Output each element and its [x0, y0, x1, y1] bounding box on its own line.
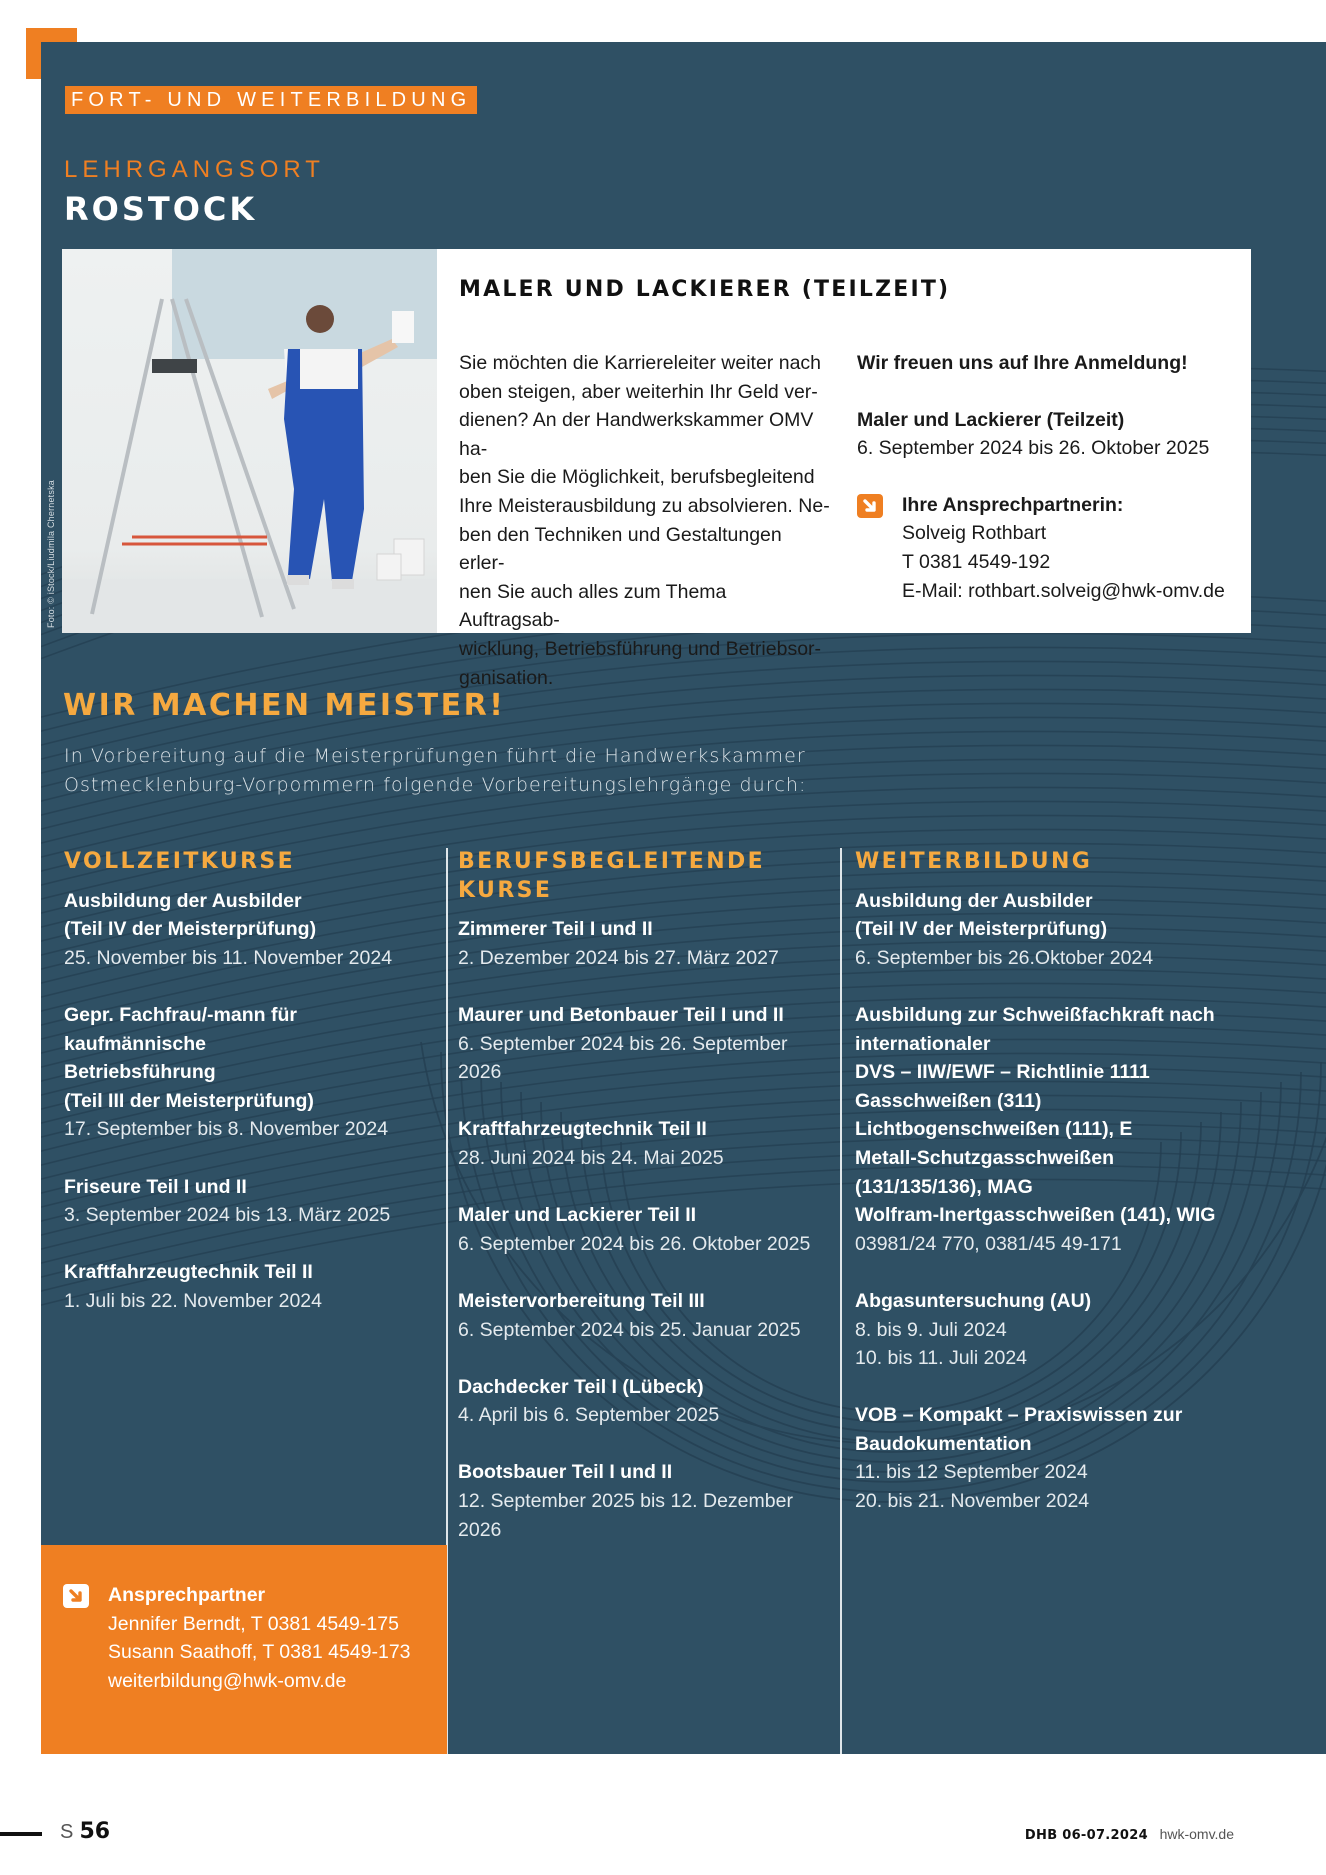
course-title: Ausbildung zur Schweißfachkraft nach: [855, 1003, 1215, 1026]
course-entry: [458, 1115, 828, 1172]
painter-illustration: [62, 249, 437, 633]
course-title: (Teil IV der Meisterprüfung): [64, 918, 317, 941]
course-entry: [458, 1201, 828, 1258]
registration-cta: Wir freuen uns auf Ihre Anmeldung!: [857, 352, 1188, 374]
contact-line[interactable]: Jennifer Berndt, T 0381 4549-175: [108, 1612, 399, 1635]
column-heading: VOLLZEITKURSE: [64, 849, 296, 874]
footer-url[interactable]: hwk-omv.de: [1159, 1826, 1234, 1842]
course-dates: 12. September 2025 bis 12. Dezember: [458, 1490, 793, 1513]
course-entry: [458, 1287, 828, 1344]
course-dates: 2026: [458, 1061, 502, 1084]
course-title: Gepr. Fachfrau/-mann für kaufmännische: [64, 1003, 297, 1055]
body-line: Sie möchten die Karriereleiter weiter nach: [459, 352, 822, 374]
course-title: Ausbildung der Ausbilder: [855, 889, 1093, 912]
course-dates: 1. Juli bis 22. November 2024: [64, 1289, 322, 1312]
contact-email[interactable]: weiterbildung@hwk-omv.de: [108, 1669, 347, 1692]
course-title: Friseure Teil I und II: [64, 1175, 247, 1198]
page-prefix: S: [60, 1821, 74, 1843]
contact-name: Solveig Rothbart: [902, 522, 1047, 545]
footer-issue: [1025, 1826, 1234, 1843]
course-title: Gasschweißen (311): [855, 1089, 1042, 1112]
course-dates: 3. September 2024 bis 13. März 2025: [64, 1204, 391, 1227]
feature-body: [459, 349, 831, 692]
body-line: wicklung, Betriebsführung und Betriebsor-: [459, 637, 822, 660]
course-title: Maler und Lackierer Teil II: [458, 1204, 697, 1227]
column-heading-line: BERUFSBEGLEITENDE: [458, 849, 766, 874]
course-phone: 03981/24 770, 0381/45 49-171: [855, 1232, 1122, 1255]
course-dates: 8. bis 9. Juli 2024: [855, 1318, 1007, 1341]
course-entry: [855, 1401, 1255, 1515]
course-title: Wolfram-Inertgasschweißen (141), WIG: [855, 1204, 1216, 1227]
contact-panel-heading: Ansprechpartner: [108, 1584, 266, 1606]
page-number-value: 56: [79, 1819, 111, 1844]
course-entry: [64, 1258, 444, 1315]
body-line: Ihre Meisterausbildung zu absolvieren. Ne-: [459, 494, 830, 517]
course-title: Betriebsführung: [64, 1061, 216, 1084]
body-line: ben Sie die Möglichkeit, berufsbegleitend: [459, 466, 815, 489]
course-entry: [458, 1001, 828, 1087]
column-divider: [840, 848, 842, 1754]
course-entry: [855, 1287, 1255, 1373]
course-title: (Teil III der Meisterprüfung): [64, 1089, 314, 1112]
course-dates: 17. September bis 8. November 2024: [64, 1118, 389, 1141]
arrow-down-right-icon: [63, 1584, 89, 1617]
course-title: Metall-Schutzgasschweißen: [855, 1146, 1114, 1169]
course-dates: 6. September 2024 bis 25. Januar 2025: [458, 1318, 801, 1341]
course-title: (131/135/136), MAG: [855, 1175, 1033, 1198]
arrow-down-right-icon: [857, 494, 883, 527]
course-dates: 28. Juni 2024 bis 24. Mai 2025: [458, 1146, 724, 1169]
course-title: Abgasuntersuchung (AU): [855, 1289, 1092, 1312]
column-weiterbildung: [855, 848, 1255, 1544]
section-intro: [64, 742, 884, 799]
intro-line: In Vorbereitung auf die Meisterprüfungen führt die Handwerkskammer: [64, 745, 806, 767]
course-dates: 2. Dezember 2024 bis 27. März 2027: [458, 946, 779, 969]
body-line: nen Sie auch alles zum Thema Auftragsab-: [459, 580, 727, 632]
course-title: Maurer und Betonbauer Teil I und II: [458, 1003, 784, 1026]
photo-credit: Foto: © iStock/Liudmila Chernetska: [46, 480, 56, 628]
contact-heading: Ihre Ansprechpartnerin:: [902, 493, 1124, 516]
course-dates: 6. September bis 26.Oktober 2024: [855, 946, 1154, 969]
course-dates: 25. November bis 11. November 2024: [64, 946, 393, 969]
course-dates: 6. September 2024 bis 26. September: [458, 1032, 788, 1055]
course-title: Meistervorbereitung Teil III: [458, 1289, 705, 1312]
intro-line: Ostmecklenburg-Vorpommern folgende Vorbereitungslehrgänge durch:: [64, 773, 807, 796]
location-name: ROSTOCK: [64, 190, 258, 228]
contact-panel: [41, 1545, 447, 1754]
course-title: Zimmerer Teil I und II: [458, 918, 653, 941]
course-dates: 6. September 2024 bis 26. Oktober 2025: [458, 1232, 811, 1255]
course-entry: [458, 915, 828, 972]
course-entry: [64, 1001, 444, 1144]
body-line: dienen? An der Handwerkskammer OMV ha-: [459, 409, 814, 460]
contact-person: [857, 491, 1247, 605]
course-entry: [855, 887, 1255, 973]
contact-line[interactable]: Susann Saathoff, T 0381 4549-173: [108, 1641, 411, 1664]
contact-email[interactable]: E-Mail: rothbart.solveig@hwk-omv.de: [902, 579, 1225, 602]
body-line: oben steigen, aber weiterhin Ihr Geld ver-: [459, 380, 818, 403]
course-title: Kraftfahrzeugtechnik Teil II: [458, 1118, 707, 1141]
course-title: VOB – Kompakt – Praxiswissen zur: [855, 1404, 1183, 1427]
course-title: Maler und Lackierer (Teilzeit): [857, 408, 1125, 431]
column-heading: WEITERBILDUNG: [855, 849, 1093, 874]
section-title: WIR MACHEN MEISTER!: [63, 688, 506, 723]
course-title: Ausbildung der Ausbilder: [64, 889, 302, 912]
course-entry: [64, 1173, 444, 1230]
course-entry: [64, 887, 444, 973]
course-title: Baudokumentation: [855, 1432, 1032, 1455]
course-dates: 6. September 2024 bis 26. Oktober 2025: [857, 437, 1210, 460]
column-berufsbegleitende-kurse: [458, 848, 828, 1573]
course-dates: 11. bis 12 September 2024: [855, 1461, 1088, 1484]
footer-rule: [0, 1832, 42, 1836]
course-entry: [458, 1373, 828, 1430]
course-title: DVS – IIW/EWF – Richtlinie 1111: [855, 1061, 1150, 1084]
section-kicker: FORT- UND WEITERBILDUNG: [65, 86, 477, 114]
page-number: [60, 1818, 110, 1844]
painter-photo: [62, 249, 437, 633]
feature-card: [437, 249, 1251, 689]
course-title: Dachdecker Teil I (Lübeck): [458, 1375, 704, 1398]
course-title: Kraftfahrzeugtechnik Teil II: [64, 1261, 313, 1284]
column-heading: [458, 848, 828, 905]
course-dates: 20. bis 21. November 2024: [855, 1490, 1090, 1513]
course-entry: [458, 1458, 828, 1544]
course-dates: 4. April bis 6. September 2025: [458, 1404, 720, 1427]
feature-sidebar: [857, 349, 1247, 605]
body-line: ben den Techniken und Gestaltungen erler-: [459, 523, 782, 575]
course-dates: 2026: [458, 1518, 502, 1541]
course-title: internationaler: [855, 1032, 991, 1055]
course-entry: [855, 1001, 1255, 1258]
column-vollzeitkurse: [64, 848, 444, 1344]
course-title: Lichtbogenschweißen (111), E: [855, 1118, 1133, 1141]
course-title: Bootsbauer Teil I und II: [458, 1461, 673, 1484]
course-dates: 10. bis 11. Juli 2024: [855, 1347, 1028, 1370]
column-heading-line: KURSE: [458, 877, 553, 903]
location-label: LEHRGANGSORT: [64, 156, 325, 183]
contact-phone[interactable]: T 0381 4549-192: [902, 550, 1051, 573]
feature-title: MALER UND LACKIERER (TEILZEIT): [459, 277, 951, 302]
issue-label: DHB 06-07.2024: [1024, 1828, 1148, 1843]
course-title: (Teil IV der Meisterprüfung): [855, 918, 1108, 941]
body-line: ganisation.: [459, 666, 554, 689]
